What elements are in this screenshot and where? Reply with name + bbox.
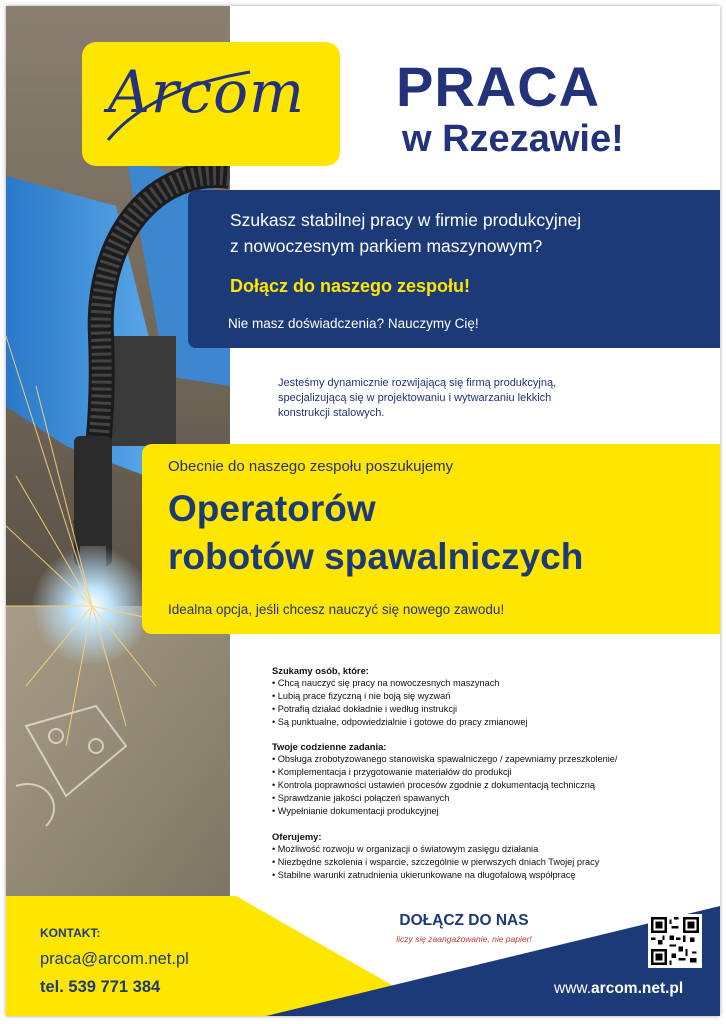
- offer-section: [272, 830, 692, 882]
- intro-line3: konstrukcji stalowych.: [278, 407, 385, 419]
- list-item: • Stabilne warunki zatrudnienia ukierunkowane na długofalową współpracę: [272, 869, 692, 882]
- question-line2: z nowoczesnym parkiem maszynowym?: [230, 236, 543, 256]
- logo-text: Arcom: [108, 58, 306, 126]
- contact-phone-link[interactable]: tel. 539 771 384: [40, 978, 161, 996]
- job-poster: [6, 6, 720, 1016]
- join-us-tagline: liczy się zaangażowanie, nie papier!: [396, 934, 532, 944]
- intro-line1: Jesteśmy dynamicznie rozwijającą się firmą produkcyjną,: [278, 377, 557, 389]
- list-item: • Sprawdzanie jakości połączeń spawanych: [272, 792, 692, 805]
- position-lead: Obecnie do naszego zespołu poszukujemy: [168, 458, 454, 475]
- website-link[interactable]: [554, 980, 683, 998]
- list-item: • Kontrola poprawności ustawień procesów zgodnie z dokumentacją techniczną: [272, 779, 692, 792]
- intro-line2: specjalizującą się w projektowaniu i wytwarzaniu lekkich: [278, 392, 552, 404]
- list-item: • Wypełnianie dokumentacji produkcyjnej: [272, 805, 692, 818]
- website-prefix: www.: [554, 980, 592, 997]
- position-box: [142, 444, 720, 634]
- list-item: • Potrafią działać dokładnie i według instrukcji: [272, 703, 692, 716]
- join-team-heading: Dołącz do naszego zespołu!: [230, 276, 471, 296]
- offer-title: Oferujemy:: [272, 831, 322, 842]
- website-domain: arcom.net.pl: [591, 980, 684, 997]
- position-title-line2: robotów spawalniczych: [168, 536, 584, 577]
- contact-email-link[interactable]: praca@arcom.net.pl: [40, 950, 189, 968]
- qr-code-icon[interactable]: [648, 914, 702, 968]
- list-item: • Komplementacja i przygotowanie materiałów do produkcji: [272, 766, 692, 779]
- list-item: • Możliwość rozwoju w organizacji o światowym zasięgu działania: [272, 843, 692, 856]
- list-item: • Obsługa zrobotyzowanego stanowiska spawalniczego / zapewniamy przeszkolenie/: [272, 753, 692, 766]
- contact-label: KONTAKT:: [40, 926, 101, 940]
- requirements-title: Szukamy osób, które:: [272, 665, 369, 676]
- requirements-section: [272, 664, 692, 729]
- list-item: • Lubią prace fizyczną i nie boją się wyzwań: [272, 690, 692, 703]
- position-subtitle: Idealna opcja, jeśli chcesz nauczyć się nowego zawodu!: [168, 602, 505, 617]
- question-line1: Szukasz stabilnej pracy w firmie produkcyjnej: [230, 210, 582, 230]
- company-intro: [278, 376, 618, 421]
- title-praca: PRACA: [396, 55, 601, 118]
- duties-title: Twoje codzienne zadania:: [272, 741, 387, 752]
- blue-info-box: [188, 190, 720, 348]
- arcom-logo: [82, 42, 340, 166]
- list-item: • Niezbędne szkolenia i wsparcie, szczególnie w pierwszych dniach Twojej pracy: [272, 856, 692, 869]
- title-location: w Rzezawie!: [402, 118, 624, 160]
- list-item: • Chcą nauczyć się pracy na nowoczesnych maszynach: [272, 677, 692, 690]
- list-item: • Są punktualne, odpowiedzialnie i gotowe do pracy zmianowej: [272, 716, 692, 729]
- no-experience-text: Nie masz doświadczenia? Nauczymy Cię!: [228, 316, 479, 331]
- position-title-line1: Operatorów: [168, 488, 376, 529]
- duties-section: [272, 740, 692, 818]
- join-us-heading: DOŁĄCZ DO NAS: [399, 912, 529, 929]
